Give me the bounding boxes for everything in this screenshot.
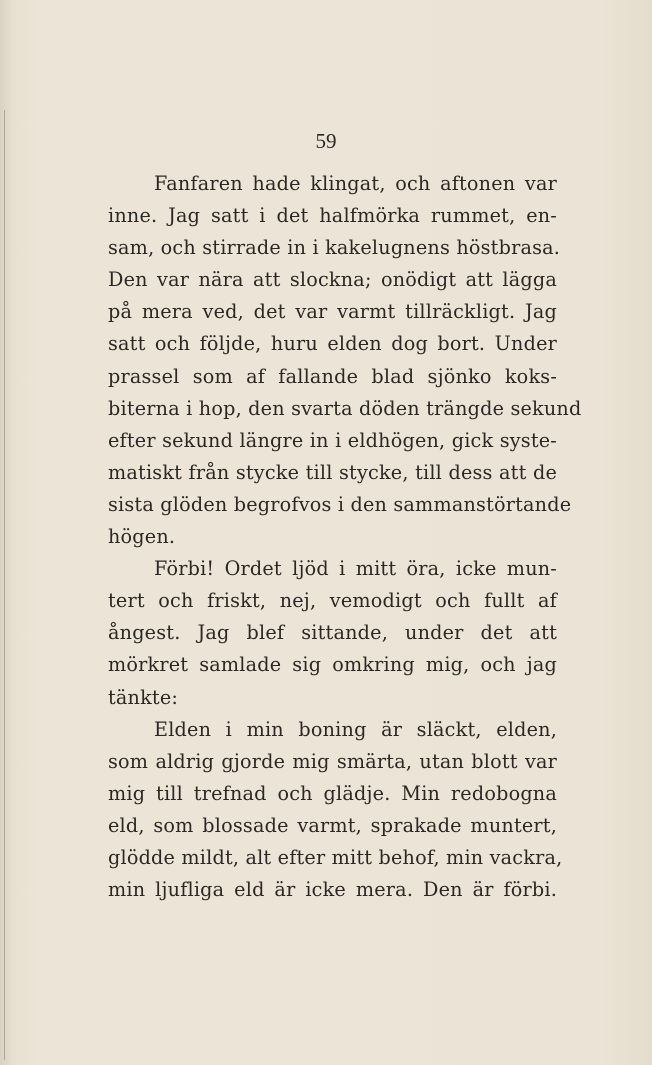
page-edge-shadow <box>4 110 5 1060</box>
text-line: Fanfaren hade klingat, och aftonen var <box>154 172 557 195</box>
text-line: matiskt från stycke till stycke, till dess att de <box>108 460 557 484</box>
text-line: min ljufliga eld är icke mera. Den är förbi. <box>108 878 557 902</box>
text-line: som aldrig gjorde mig smärta, utan blott var <box>108 749 557 773</box>
text-line: mörkret samlade sig omkring mig, och jag <box>108 653 557 677</box>
text-line: högen. <box>108 525 176 549</box>
text-line: sista glöden begrofvos i den sammanstörtande <box>108 492 572 516</box>
text-line: satt och följde, huru elden dog bort. Under <box>108 332 557 356</box>
text-line: Förbi! Ordet ljöd i mitt öra, icke mun- <box>154 557 557 581</box>
text-line: biterna i hop, den svarta döden trängde sekund <box>108 396 582 420</box>
text-line: efter sekund längre in i eldhögen, gick syste- <box>108 428 557 452</box>
text-line: prassel som af fallande blad sjönko koks- <box>108 364 557 388</box>
text-line: Den var nära att slockna; onödigt att lägga <box>108 268 557 292</box>
text-line: tänkte: <box>108 685 179 709</box>
text-line: sam, och stirrade in i kakelugnens höstbrasa. <box>108 236 561 260</box>
text-line: inne. Jag satt i det halfmörka rummet, en- <box>108 204 557 228</box>
text-line: på mera ved, det var varmt tillräckligt. Jag <box>108 300 557 324</box>
text-line: glödde mildt, alt efter mitt behof, min vackra, <box>108 845 563 869</box>
text-line: mig till trefnad och glädje. Min redobogna <box>108 781 557 805</box>
text-line: ångest. Jag blef sittande, under det att <box>108 621 557 645</box>
page-number: 59 <box>315 129 337 153</box>
body-text <box>108 168 582 906</box>
text-line: tert och friskt, nej, vemodigt och fullt af <box>108 589 557 613</box>
text-line: Elden i min boning är släckt, elden, <box>154 717 557 741</box>
text-line: eld, som blossade varmt, sprakade muntert, <box>108 813 557 837</box>
